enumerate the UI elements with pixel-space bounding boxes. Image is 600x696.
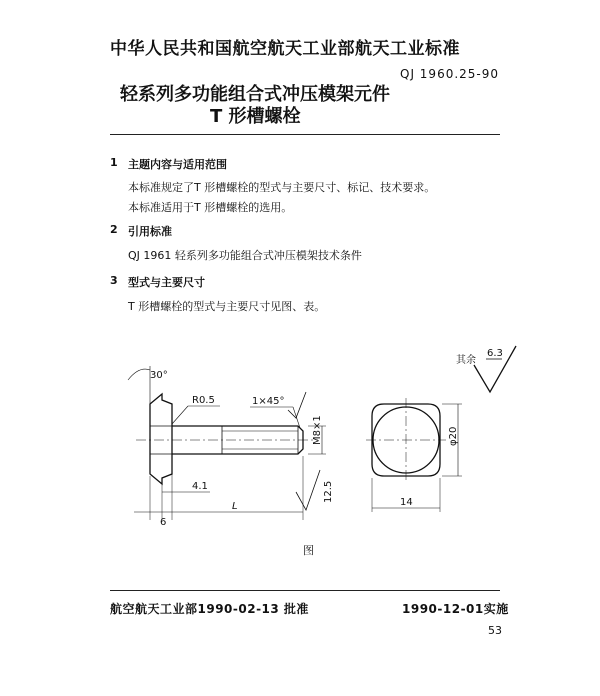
bolt-head xyxy=(150,394,172,484)
section-3-text-1: T 形槽螺栓的型式与主要尺寸见图、表。 xyxy=(128,300,326,313)
section-2-heading: 引用标准 xyxy=(128,225,172,238)
standard-code: QJ 1960.25-90 xyxy=(400,67,500,81)
roughness-thread-value: 12.5 xyxy=(323,480,334,503)
section-3-heading: 型式与主要尺寸 xyxy=(128,276,205,289)
roughness-main-value: 6.3 xyxy=(487,348,503,359)
figure-caption: 图 xyxy=(303,544,314,557)
radius-label: R0.5 xyxy=(192,395,215,406)
effective-date: 1990-12-01实施 xyxy=(402,602,509,616)
document-subtitle: T 形槽螺栓 xyxy=(210,106,301,127)
chamfer-label: 1×45° xyxy=(252,396,285,407)
section-2-number: 2 xyxy=(110,223,118,236)
section-2-text-1: QJ 1961 轻系列多功能组合式冲压模架技术条件 xyxy=(128,249,362,262)
document-title: 轻系列多功能组合式冲压模架元件 xyxy=(120,84,390,105)
footer-rule xyxy=(110,590,500,591)
dim-phi20: φ20 xyxy=(448,426,459,446)
dim-4-1: 4.1 xyxy=(192,481,208,492)
dim-6: 6 xyxy=(160,517,167,528)
surface-note: 其余 xyxy=(456,355,476,366)
section-1-text-1: 本标准规定了T 形槽螺栓的型式与主要尺寸、标记、技术要求。 xyxy=(128,181,436,194)
thread-label: M8×1 xyxy=(312,415,323,445)
angle-label: 30° xyxy=(150,370,168,381)
section-1-text-2: 本标准适用于T 形槽螺栓的选用。 xyxy=(128,201,293,214)
approval-note: 航空航天工业部1990-02-13 批准 xyxy=(110,602,309,616)
issuing-authority: 中华人民共和国航空航天工业部航天工业标准 xyxy=(110,39,460,59)
page-number: 53 xyxy=(488,624,502,637)
section-1-heading: 主题内容与适用范围 xyxy=(128,158,227,171)
dim-L: L xyxy=(232,501,238,512)
section-1-number: 1 xyxy=(110,156,118,169)
dim-14: 14 xyxy=(400,497,413,508)
section-3-number: 3 xyxy=(110,274,118,287)
